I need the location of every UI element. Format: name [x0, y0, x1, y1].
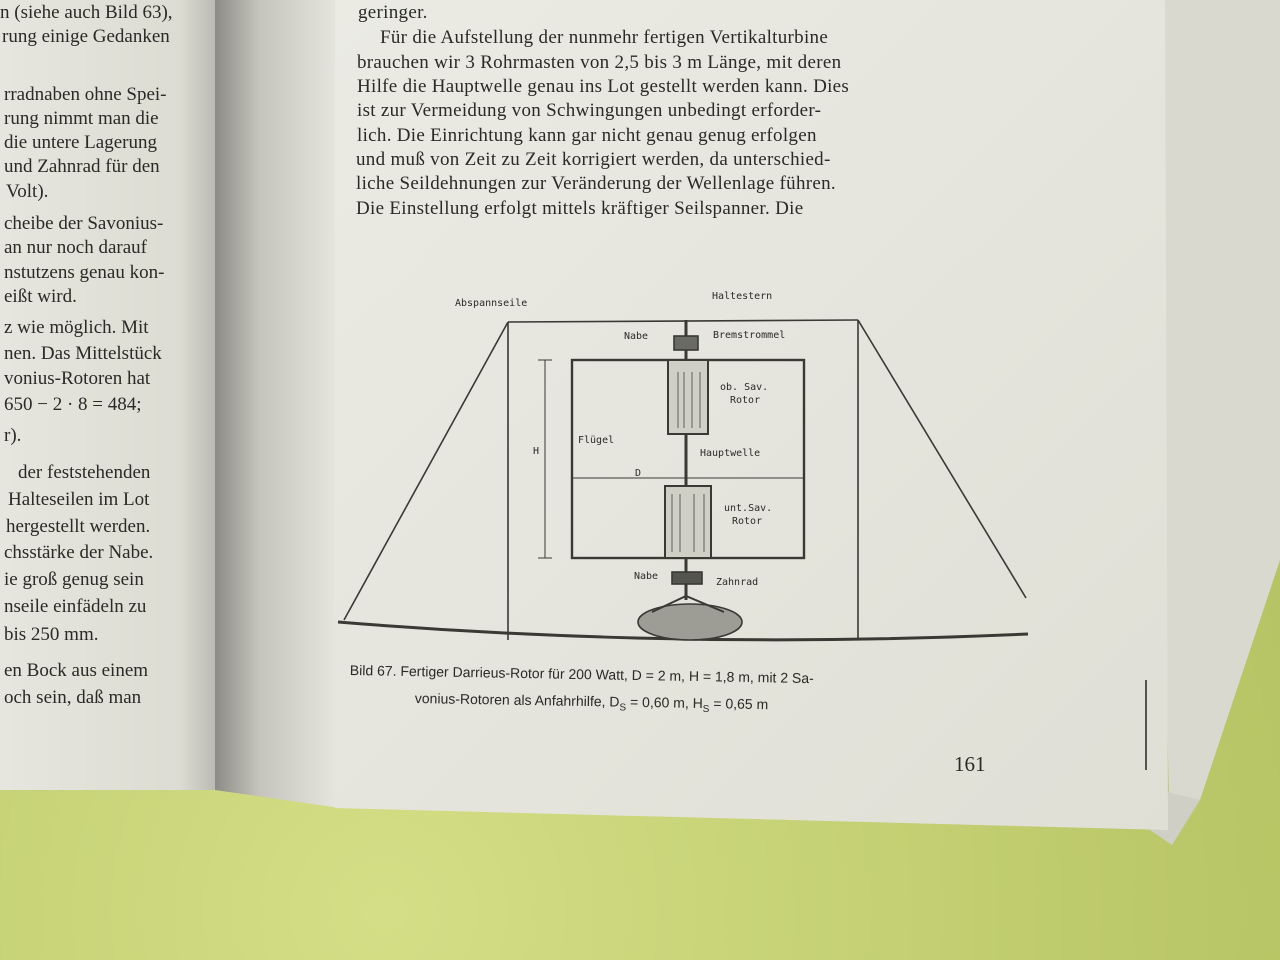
right-line: Für die Aufstellung der nunmehr fertigen Vertikalturbine — [380, 27, 829, 48]
brake-drum — [674, 336, 698, 350]
page-number: 161 — [954, 752, 986, 776]
label-unt-sav-1: unt.Sav. — [724, 503, 773, 514]
figure-caption-line-2: vonius-Rotoren als Anfahrhilfe, $D_S = 0,60$ m, $H_S = 0,65$ m — [414, 690, 769, 715]
left-line: z wie möglich. Mit — [4, 317, 149, 338]
label-bremstrommel: Bremstrommel — [713, 330, 786, 341]
left-line: nstutzens genau kon- — [4, 262, 165, 283]
left-line: cheibe der Savonius- — [4, 213, 164, 234]
gear — [672, 572, 702, 584]
left-line: nseile einfädeln zu — [4, 596, 147, 617]
upper-savonius-rotor — [668, 360, 708, 434]
left-line: rung einige Gedanken — [2, 26, 170, 47]
label-unt-sav-2: Rotor — [732, 516, 763, 527]
label-hauptwelle: Hauptwelle — [700, 448, 761, 459]
left-line: hergestellt werden. — [6, 516, 151, 537]
left-line: die untere Lagerung — [4, 132, 157, 153]
top-cable — [508, 320, 858, 322]
label-fluegel: Flügel — [578, 435, 615, 446]
left-line: r). — [4, 425, 22, 446]
left-line: rung nimmt man die — [4, 108, 159, 129]
left-line: an nur noch darauf — [4, 237, 147, 258]
left-line: rradnaben ohne Spei- — [4, 84, 167, 105]
right-line: brauchen wir 3 Rohrmasten von 2,5 bis 3 m Länge, mit deren — [357, 52, 842, 73]
left-line: und Zahnrad für den — [4, 156, 160, 177]
label-ob-sav-1: ob. Sav. — [720, 382, 769, 393]
left-line: n (siehe auch Bild 63), — [0, 2, 173, 23]
right-line: liche Seildehnungen zur Veränderung der Wellenlage führen. — [356, 173, 836, 194]
right-line: und muß von Zeit zu Zeit korrigiert werden, da unterschied- — [356, 149, 831, 170]
label-h: H — [533, 446, 540, 457]
right-line: geringer. — [358, 2, 428, 23]
right-line: Die Einstellung erfolgt mittels kräftiger Seilspanner. Die — [356, 198, 804, 219]
label-nabe-bottom: Nabe — [634, 571, 659, 582]
figure-caption-line-1: Bild 67. Fertiger Darrieus-Rotor für 200 Watt, D = 2 m, H = 1,8 m, mit 2 Sa- — [349, 662, 814, 687]
left-guy-cable — [344, 322, 508, 620]
right-guy-cable — [858, 320, 1026, 598]
label-ob-sav-2: Rotor — [730, 395, 761, 406]
left-line: eißt wird. — [4, 286, 77, 307]
right-line: Hilfe die Hauptwelle genau ins Lot gestellt werden kann. Dies — [357, 76, 850, 97]
left-line: Halteseilen im Lot — [8, 489, 150, 510]
left-line: vonius-Rotoren hat — [4, 368, 151, 389]
left-line: chsstärke der Nabe. — [4, 542, 154, 563]
left-line: Volt). — [6, 181, 49, 202]
label-zahnrad: Zahnrad — [716, 577, 759, 588]
left-line: 650 − 2 · 8 = 484; — [4, 394, 142, 415]
left-line: en Bock aus einem — [4, 660, 149, 681]
label-d: D — [635, 468, 642, 479]
right-line: lich. Die Einrichtung kann gar nicht genau genug erfolgen — [357, 125, 817, 146]
label-haltestern: Haltestern — [712, 291, 773, 302]
left-line: bis 250 mm. — [4, 624, 99, 645]
left-line: der feststehenden — [18, 462, 151, 483]
label-nabe-top: Nabe — [624, 331, 649, 342]
left-line: ie groß genug sein — [4, 569, 144, 590]
right-line: ist zur Vermeidung von Schwingungen unbedingt erforder- — [357, 100, 822, 121]
left-line: nen. Das Mittelstück — [4, 343, 162, 364]
left-line: och sein, daß man — [4, 687, 142, 708]
label-abspannseile: Abspannseile — [455, 298, 528, 309]
base-tire — [638, 604, 742, 640]
